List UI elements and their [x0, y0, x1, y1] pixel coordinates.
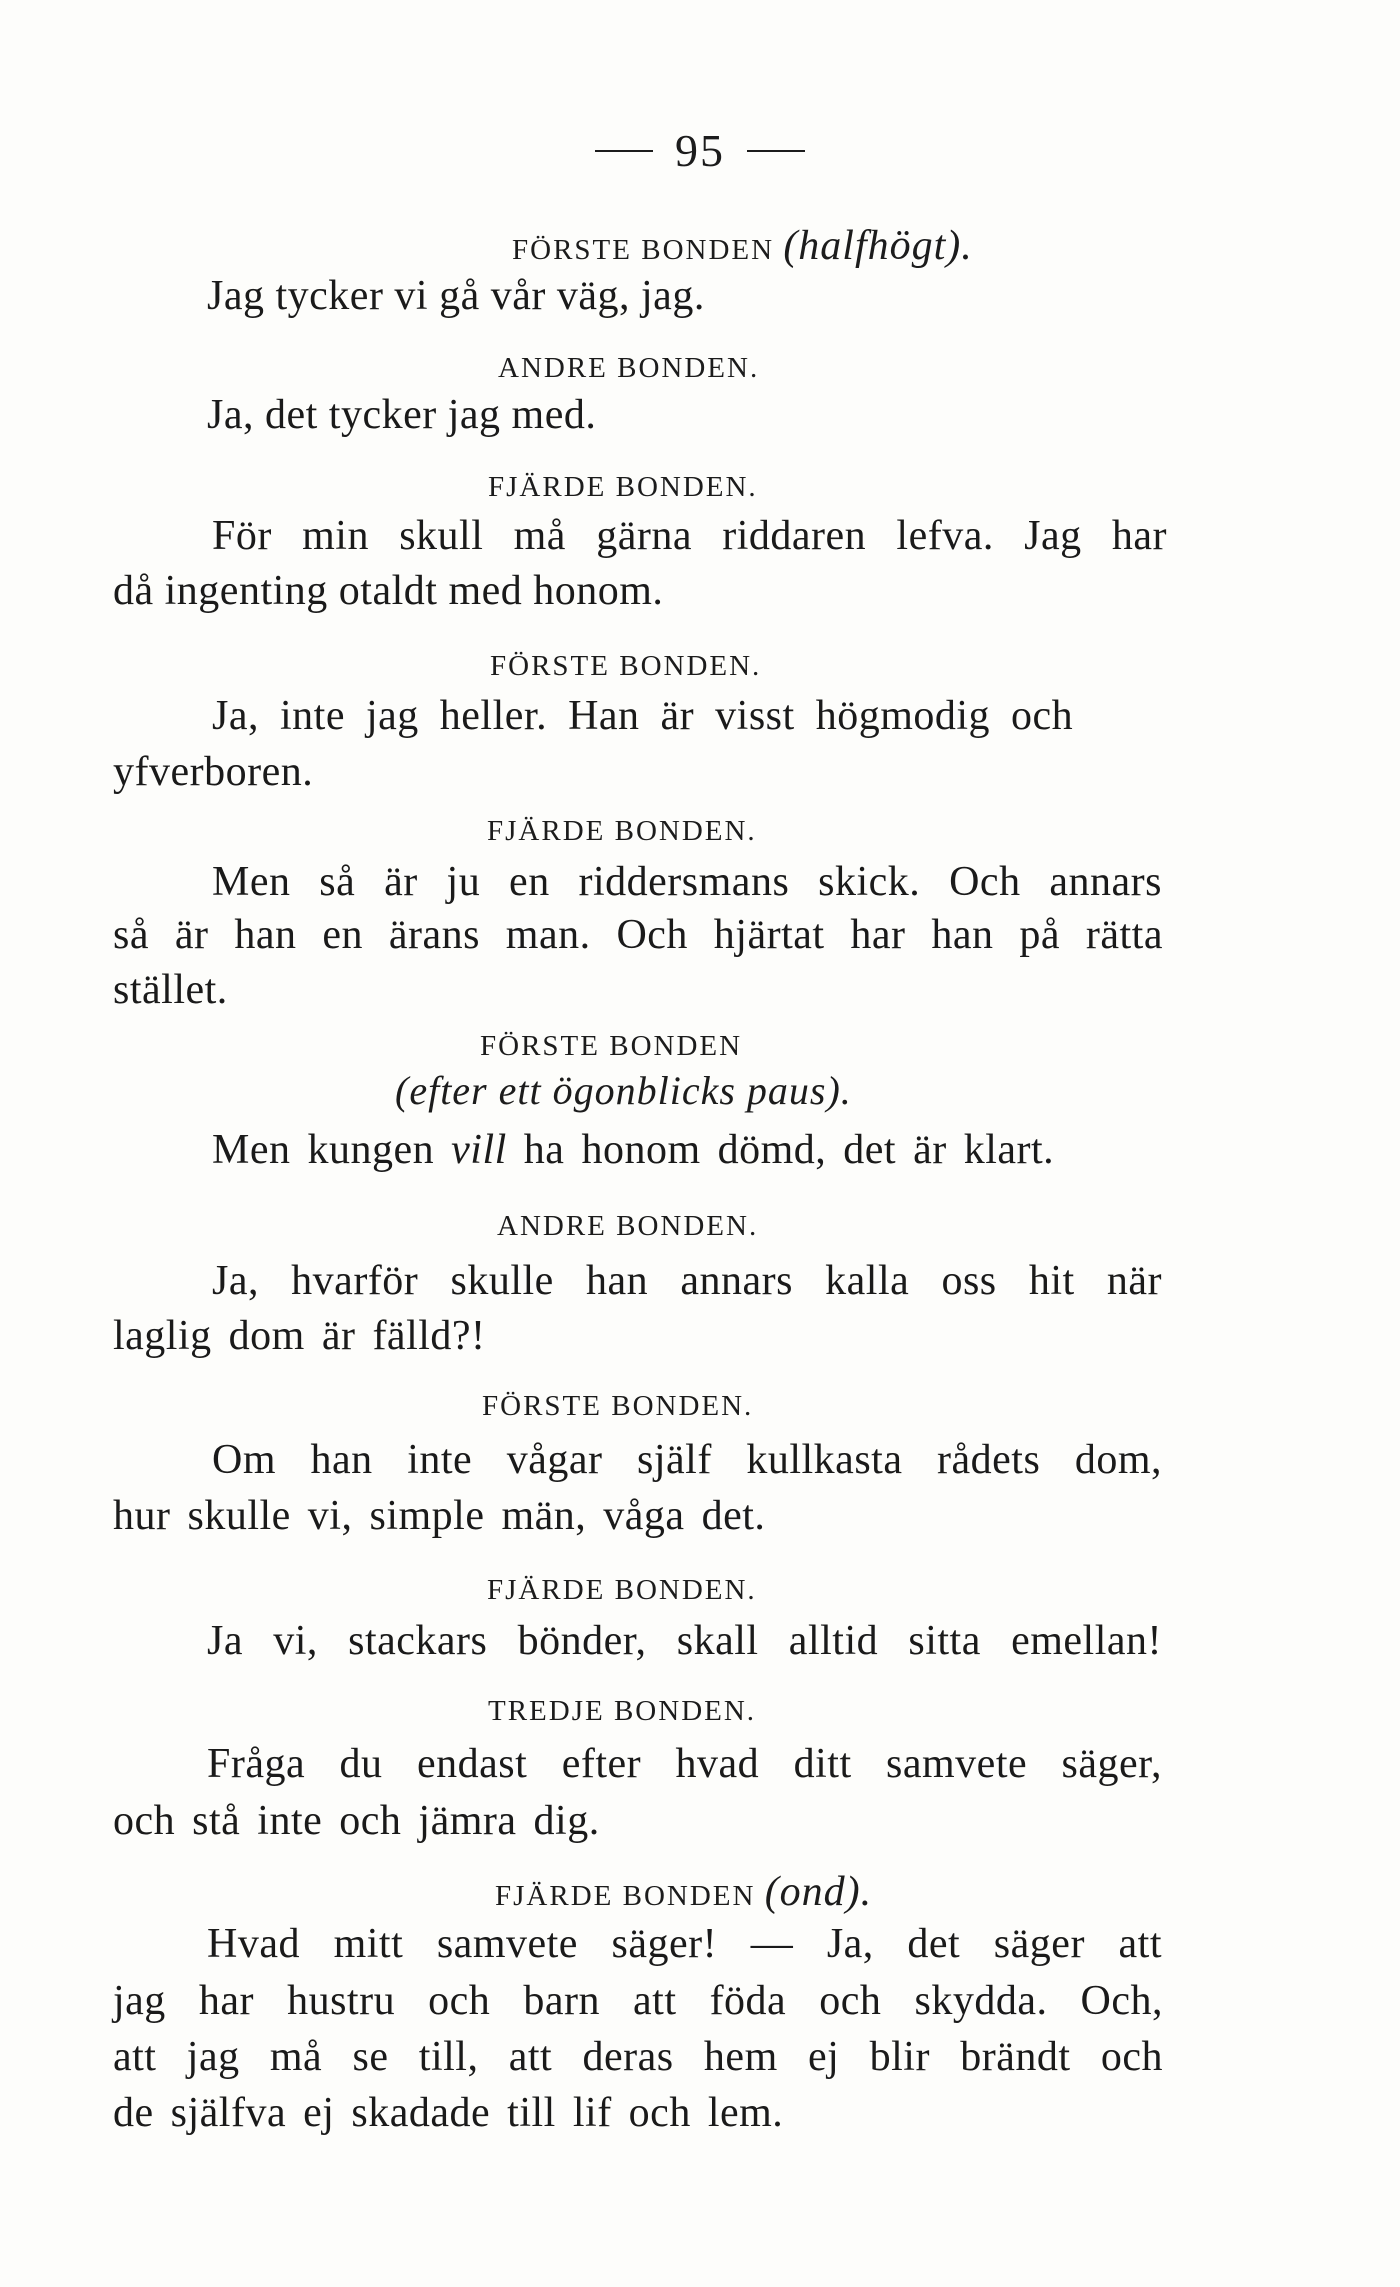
speaker-name: FÖRSTE BONDEN. — [490, 650, 762, 682]
speaker-heading — [495, 1868, 872, 1916]
speaker-name: ANDRE BONDEN. — [498, 352, 760, 384]
dialogue-line: hur skulle vi, simple män, våga det. — [113, 1493, 766, 1539]
speaker-heading — [487, 1574, 757, 1607]
dialogue-line: så är han en ärans man. Och hjärtat har han på rätta — [113, 912, 1163, 958]
stage-direction: (ond). — [764, 1869, 873, 1915]
speaker-heading — [497, 1210, 758, 1243]
stage-direction: (halfhögt). — [783, 223, 973, 269]
speaker-name: FJÄRDE BONDEN. — [488, 471, 758, 503]
speaker-heading — [488, 1695, 756, 1728]
dialogue-line: laglig dom är fälld?! — [113, 1313, 486, 1359]
dialogue-segment: ha honom dömd, det är klart. — [523, 1127, 1055, 1173]
dialogue-line: För min skull må gärna riddaren lefva. Jag har — [212, 513, 1167, 559]
speaker-name: FJÄRDE BONDEN — [495, 1880, 756, 1912]
page-number — [0, 124, 1400, 177]
dialogue-line: Ja, hvarför skulle han annars kalla oss hit när — [212, 1258, 1162, 1304]
speaker-heading — [498, 352, 759, 385]
dialogue-line: Jag tycker vi gå vår väg, jag. — [207, 273, 705, 319]
speaker-heading — [482, 1390, 753, 1423]
speaker-name: FÖRSTE BONDEN. — [482, 1390, 754, 1422]
dialogue-line: Om han inte vågar själf kullkasta rådets dom, — [212, 1437, 1162, 1483]
dialogue-segment: Men kungen — [212, 1127, 435, 1173]
dialogue-line: yfverboren. — [113, 749, 314, 795]
dialogue-line: jag har hustru och barn att föda och skydda. Och, — [113, 1978, 1163, 2024]
speaker-heading — [512, 222, 973, 270]
page-number-dash-right — [747, 150, 805, 152]
speaker-heading — [480, 1030, 742, 1063]
dialogue-line — [212, 1126, 1054, 1174]
speaker-heading — [487, 815, 757, 848]
speaker-name: FÖRSTE BONDEN — [480, 1030, 743, 1062]
dialogue-line: de själfva ej skadade till lif och lem. — [113, 2090, 784, 2136]
speaker-heading — [488, 471, 758, 504]
speaker-name: FÖRSTE BONDEN — [512, 234, 775, 266]
dialogue-line: stället. — [113, 967, 228, 1013]
speaker-name: FJÄRDE BONDEN. — [487, 815, 757, 847]
dialogue-line: då ingenting otaldt med honom. — [113, 568, 664, 614]
dialogue-line: och stå inte och jämra dig. — [113, 1798, 600, 1844]
dialogue-line: Fråga du endast efter hvad ditt samvete säger, — [207, 1741, 1162, 1787]
dialogue-emphasis: vill — [451, 1127, 507, 1173]
speaker-heading — [490, 650, 761, 683]
dialogue-line: Ja, det tycker jag med. — [207, 392, 597, 438]
page-number-value: 95 — [675, 125, 725, 176]
dialogue-line: Hvad mitt samvete säger! — Ja, det säger att — [207, 1921, 1162, 1967]
speaker-name: ANDRE BONDEN. — [497, 1210, 759, 1242]
stage-direction: (efter ett ögonblicks paus). — [395, 1068, 852, 1113]
page-number-dash-left — [595, 150, 653, 152]
dialogue-line: Ja vi, stackars bönder, skall alltid sitta emellan! — [207, 1618, 1162, 1664]
speaker-name: FJÄRDE BONDEN. — [487, 1574, 757, 1606]
dialogue-line: Ja, inte jag heller. Han är visst högmodig och — [212, 693, 1074, 739]
dialogue-line: Men så är ju en riddersmans skick. Och annars — [212, 859, 1162, 905]
dialogue-line: att jag må se till, att deras hem ej blir brändt och — [113, 2034, 1163, 2080]
speaker-name: TREDJE BONDEN. — [488, 1695, 757, 1727]
